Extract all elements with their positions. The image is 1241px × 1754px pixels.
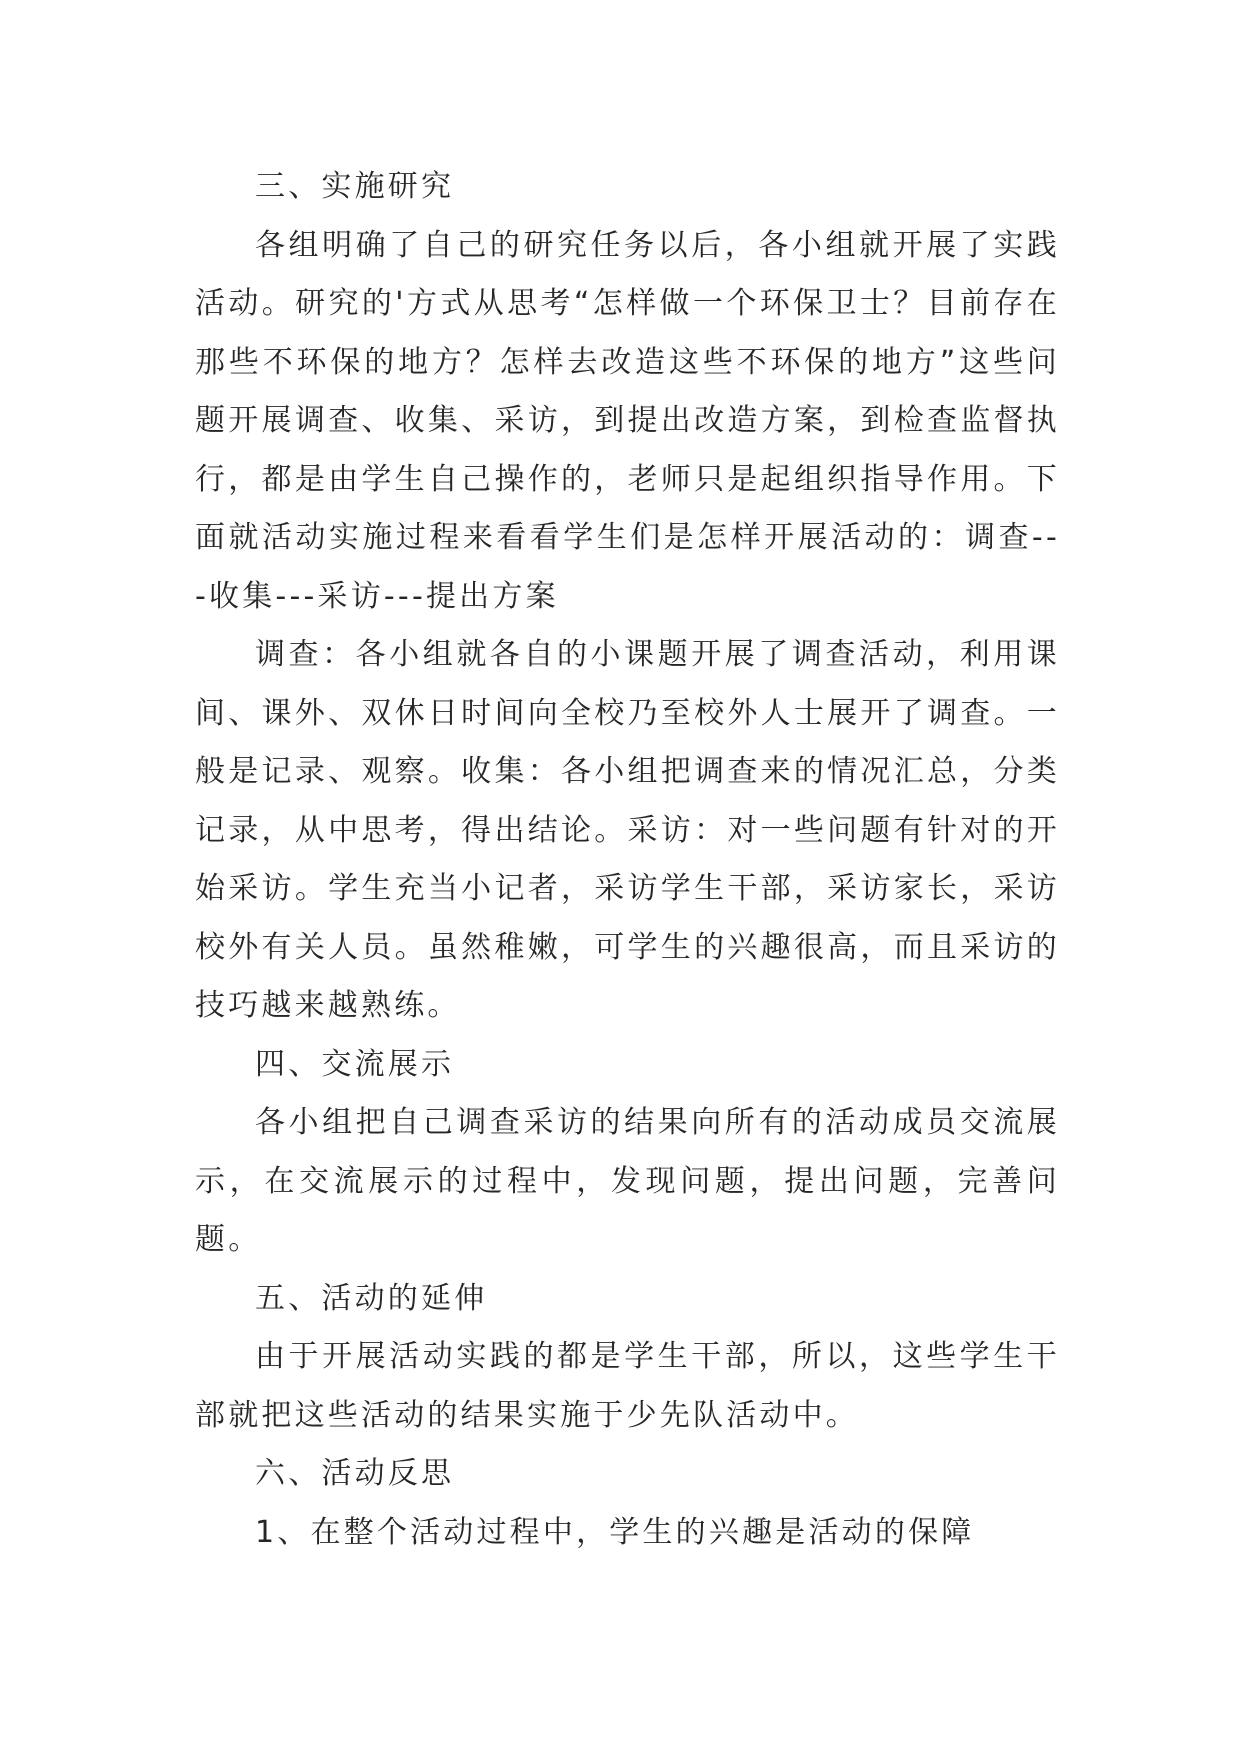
paragraph-reflection-item-1: 1、在整个活动过程中，学生的兴趣是活动的保障 (255, 1514, 975, 1550)
paragraph-extension: 由于开展活动实践的都是学生干部，所以，这些学生干部就把这些活动的结果实施于少先队活动中。 (195, 1339, 1060, 1433)
section-heading-reflection: 六、活动反思 (255, 1456, 455, 1491)
paragraph-exchange: 各小组把自己调查采访的结果向所有的活动成员交流展示，在交流展示的过程中，发现问题，提出问题，完善问题。 (195, 1105, 1060, 1257)
section-heading-extension: 五、活动的延伸 (255, 1280, 488, 1316)
paragraph-survey-collect-interview: 调查：各小组就各自的小课题开展了调查活动，利用课间、课外、双休日时间向全校乃至校外人士展开了调查。一般是记录、观察。收集：各小组把调查来的情况汇总，分类记录，从中思考，得出结论。采访：对一些问题有针对的开始采访。学生充当小记者，采访学生干部，采访家长，采访校外有关人员。虽然稚嫩，可学生的兴趣很高，而且采访的技巧越来越熟练。 (195, 637, 1060, 1023)
section-heading-implementation: 三、实施研究 (255, 169, 455, 204)
section-heading-exchange: 四、交流展示 (255, 1046, 455, 1082)
document-body (195, 158, 1060, 1562)
paragraph-practice-overview: 各组明确了自己的研究任务以后，各小组就开展了实践活动。研究的'方式从思考“怎样做一个环保卫士？目前存在那些不环保的地方？怎样去改造这些不环保的地方”这些问题开展调查、收集、采访，到提出改造方案，到检查监督执行，都是由学生自己操作的，老师只是起组织指导作用。下面就活动实施过程来看看学生们是怎样开展活动的：调查---收集---采访---提出方案 (195, 227, 1060, 614)
